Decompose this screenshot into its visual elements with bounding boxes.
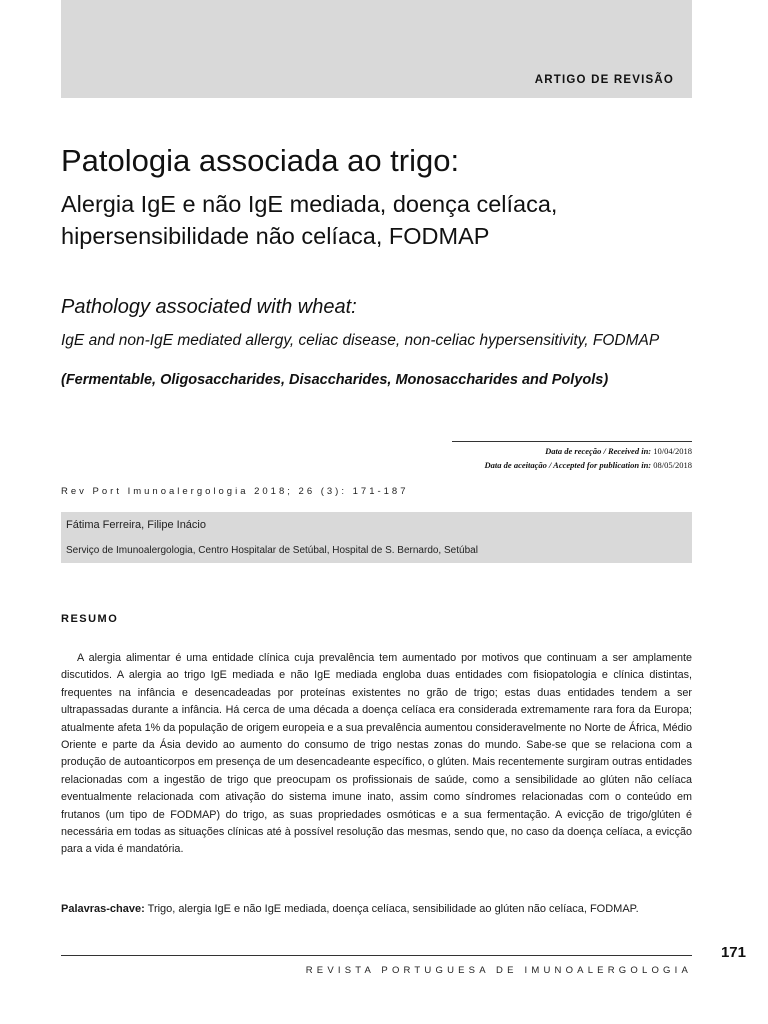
subtitle-line-2: hipersensibilidade não celíaca, FODMAP xyxy=(61,223,490,249)
received-date-line xyxy=(485,444,692,458)
page-number: 171 xyxy=(720,944,746,961)
abstract-text: A alergia alimentar é uma entidade clínica cuja prevalência tem aumentado por motivos que continuam a ser amplamente discutidos. A alergia ao trigo IgE mediada e não IgE mediada engloba duas entidades com fisiopatologia e clínica distintas, frequentes na infância e desencadeadas por proteínas existentes no grão de trigo; estas duas entidades tendem a ser ultrapassadas durante a infância. Há cerca de uma década a doença celíaca era considerada extremamente rara fora da Europa; atualmente afeta 1% da população de origem europeia e a sua prevalência aumentou consideravelmente no Norte de África, Médio Oriente e parte da Ásia devido ao aumento do consumo de trigo nestas zonas do mundo. Sabe-se que se relaciona com a produção de autoanticorpos em presença de um desencadeante específico, o glúten. Mais recentemente surgiram outras entidades relacionadas com a ingestão de trigo que preocupam os profissionais de saúde, como a sensibilidade ao glúten não celíaca eventualmente relacionada com ativação do sistema imune inato, assim como síndromes relacionadas com o conteúdo em frutanos (um tipo de FODMAP) do trigo, as suas propriedades osmóticas e a sua fermentação. A evicção de trigo/glúten é necessária em todas as situações clínicas até à possível resolução das mesmas, sendo que, no caso da doença celíaca, a evicção para a vida é mandatória. xyxy=(61,652,692,856)
article-subtitle xyxy=(61,188,721,252)
accepted-date-line xyxy=(485,458,692,472)
author-names: Fátima Ferreira, Filipe Inácio xyxy=(66,519,206,531)
abstract-heading: RESUMO xyxy=(61,613,119,625)
english-subtitle: IgE and non-IgE mediated allergy, celiac disease, non-celiac hypersensitivity, FODMAP xyxy=(61,332,660,349)
received-value: 10/04/2018 xyxy=(653,446,692,456)
journal-footer: REVISTA PORTUGUESA DE IMUNOALERGOLOGIA xyxy=(305,965,692,976)
english-acronym-expansion: (Fermentable, Oligosaccharides, Disaccharides, Monosaccharides and Polyols) xyxy=(61,372,609,388)
authors-box xyxy=(61,512,692,563)
accepted-label: Data de aceitação / Accepted for publication in: xyxy=(484,460,652,470)
header-band xyxy=(61,0,692,98)
received-label: Data de receção / Received in: xyxy=(545,446,652,456)
submission-dates xyxy=(485,444,692,472)
keywords xyxy=(61,903,701,915)
article-title: Patologia associada ao trigo: xyxy=(61,143,460,178)
dates-divider xyxy=(452,441,692,442)
keywords-text: Trigo, alergia IgE e não IgE mediada, doença celíaca, sensibilidade ao glúten não celíaca, FODMAP. xyxy=(147,903,639,915)
journal-citation: Rev Port Imunoalergologia 2018; 26 (3): 171-187 xyxy=(61,486,409,497)
subtitle-line-1: Alergia IgE e não IgE mediada, doença celíaca, xyxy=(61,191,558,217)
english-title: Pathology associated with wheat: xyxy=(61,296,357,318)
author-affiliation: Serviço de Imunoalergologia, Centro Hospitalar de Setúbal, Hospital de S. Bernardo, Setúbal xyxy=(66,545,478,556)
accepted-value: 08/05/2018 xyxy=(653,460,692,470)
section-label: ARTIGO DE REVISÃO xyxy=(534,74,674,86)
keywords-label: Palavras-chave: xyxy=(61,903,145,915)
footer-divider xyxy=(61,955,692,956)
